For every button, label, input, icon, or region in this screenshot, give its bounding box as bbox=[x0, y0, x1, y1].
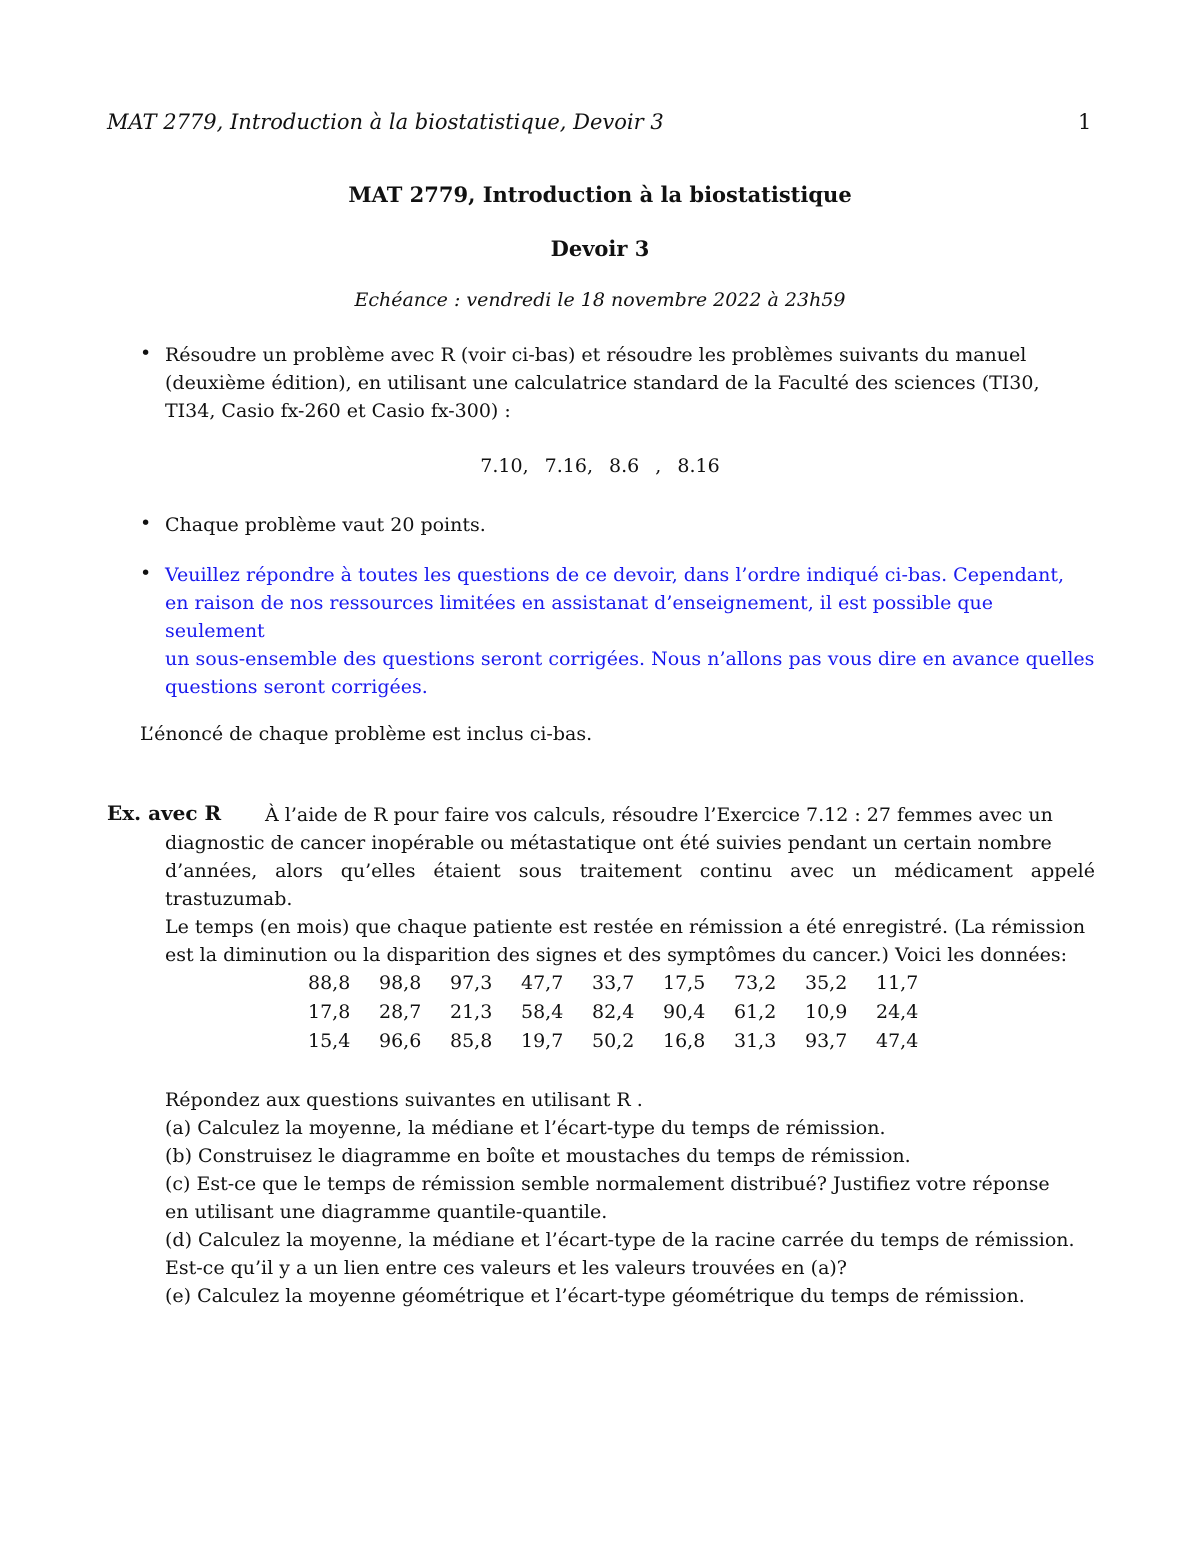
data-cell: 82,4 bbox=[592, 1000, 635, 1023]
notice-line: Veuillez répondre à toutes les questions de ce devoir, dans l’ordre indiqué ci-bas. Cependant, bbox=[165, 564, 1065, 586]
bullet-points-value: Chaque problème vaut 20 points. bbox=[165, 514, 486, 536]
data-cell: 50,2 bbox=[592, 1029, 635, 1052]
statement-note: L’énoncé de chaque problème est inclus ci-bas. bbox=[140, 723, 593, 745]
data-cell: 47,7 bbox=[521, 971, 564, 994]
notice-line: en raison de nos ressources limitées en assistanat d’enseignement, il est possible que seulement bbox=[165, 592, 994, 642]
data-cell: 47,4 bbox=[876, 1029, 919, 1052]
data-cell: 15,4 bbox=[308, 1029, 351, 1052]
data-cell: 17,5 bbox=[663, 971, 706, 994]
data-cell: 11,7 bbox=[876, 971, 919, 994]
table-row bbox=[308, 1026, 947, 1055]
notice-line: questions seront corrigées. bbox=[165, 676, 428, 698]
question-d: (d) Calculez la moyenne, la médiane et l’écart-type de la racine carrée du temps de rémission. bbox=[165, 1229, 1075, 1251]
bullet-icon: • bbox=[140, 512, 152, 534]
data-cell: 85,8 bbox=[450, 1029, 493, 1052]
data-cell: 33,7 bbox=[592, 971, 635, 994]
exercise-label: Ex. avec R bbox=[107, 801, 222, 825]
bullet-icon: • bbox=[140, 562, 152, 584]
question-b: (b) Construisez le diagramme en boîte et moustaches du temps de rémission. bbox=[165, 1145, 911, 1167]
document-subtitle: Devoir 3 bbox=[550, 236, 650, 261]
exercise-questions bbox=[165, 1086, 1105, 1310]
bullet-instructions bbox=[165, 341, 1095, 425]
exercise-line: Le temps (en mois) que chaque patiente est restée en rémission a été enregistré. (La rémission bbox=[165, 916, 1086, 938]
page-number: 1 bbox=[1078, 110, 1092, 134]
data-cell: 10,9 bbox=[805, 1000, 848, 1023]
bullet-notice bbox=[165, 561, 1095, 701]
bullet-line: Résoudre un problème avec R (voir ci-bas) et résoudre les problèmes suivants du manuel bbox=[165, 344, 1027, 366]
question-c-cont: en utilisant une diagramme quantile-quantile. bbox=[165, 1201, 608, 1223]
table-row bbox=[308, 968, 947, 997]
data-cell: 93,7 bbox=[805, 1029, 848, 1052]
question-a: (a) Calculez la moyenne, la médiane et l’écart-type du temps de rémission. bbox=[165, 1117, 886, 1139]
data-cell: 61,2 bbox=[734, 1000, 777, 1023]
remission-data-table bbox=[308, 968, 947, 1055]
data-cell: 97,3 bbox=[450, 971, 493, 994]
bullet-line: (deuxième édition), en utilisant une calculatrice standard de la Faculté des sciences (TI30, bbox=[165, 372, 1040, 394]
table-row bbox=[308, 997, 947, 1026]
data-cell: 96,6 bbox=[379, 1029, 422, 1052]
exercise-text bbox=[165, 801, 1095, 969]
due-date: Echéance : vendredi le 18 novembre 2022 à 23h59 bbox=[354, 289, 846, 311]
data-cell: 35,2 bbox=[805, 971, 848, 994]
exercise-line: diagnostic de cancer inopérable ou métastatique ont été suivies pendant un certain nombre bbox=[165, 832, 1052, 854]
question-c: (c) Est-ce que le temps de rémission semble normalement distribué? Justifiez votre réponse bbox=[165, 1173, 1050, 1195]
exercise-line: est la diminution ou la disparition des signes et des symptômes du cancer.) Voici les données: bbox=[165, 944, 1068, 966]
bullet-line: TI34, Casio fx-260 et Casio fx-300) : bbox=[165, 400, 511, 422]
data-cell: 98,8 bbox=[379, 971, 422, 994]
data-cell: 88,8 bbox=[308, 971, 351, 994]
data-cell: 73,2 bbox=[734, 971, 777, 994]
data-cell: 21,3 bbox=[450, 1000, 493, 1023]
data-cell: 31,3 bbox=[734, 1029, 777, 1052]
document-title: MAT 2779, Introduction à la biostatistique bbox=[348, 182, 852, 207]
notice-line: un sous-ensemble des questions seront corrigées. Nous n’allons pas vous dire en avance quelles bbox=[165, 648, 1095, 670]
running-header: MAT 2779, Introduction à la biostatistique, Devoir 3 bbox=[107, 110, 664, 134]
problem-list: 7.10, 7.16, 8.6 , 8.16 bbox=[480, 455, 720, 477]
question-e: (e) Calculez la moyenne géométrique et l’écart-type géométrique du temps de rémission. bbox=[165, 1285, 1025, 1307]
data-cell: 58,4 bbox=[521, 1000, 564, 1023]
question-intro: Répondez aux questions suivantes en utilisant R . bbox=[165, 1089, 643, 1111]
data-cell: 16,8 bbox=[663, 1029, 706, 1052]
bullet-icon: • bbox=[140, 342, 152, 364]
data-cell: 24,4 bbox=[876, 1000, 919, 1023]
data-cell: 90,4 bbox=[663, 1000, 706, 1023]
data-cell: 28,7 bbox=[379, 1000, 422, 1023]
exercise-line: À l’aide de R pour faire vos calculs, résoudre l’Exercice 7.12 : 27 femmes avec un bbox=[265, 804, 1053, 826]
data-cell: 19,7 bbox=[521, 1029, 564, 1052]
question-d-cont: Est-ce qu’il y a un lien entre ces valeurs et les valeurs trouvées en (a)? bbox=[165, 1257, 847, 1279]
data-cell: 17,8 bbox=[308, 1000, 351, 1023]
exercise-line: d’années, alors qu’elles étaient sous traitement continu avec un médicament appelé trastuzumab. bbox=[165, 860, 1095, 910]
